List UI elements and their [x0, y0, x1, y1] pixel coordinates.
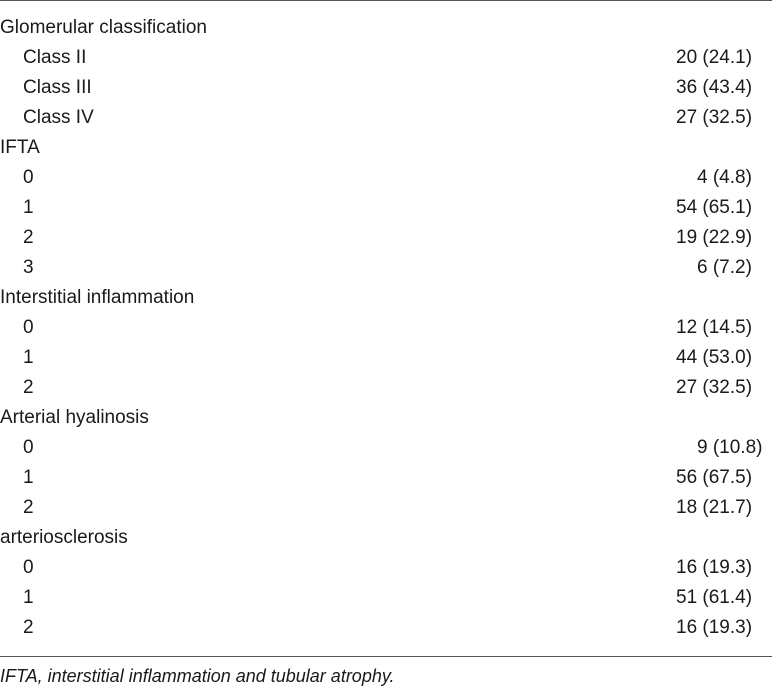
- row-label: 2: [23, 497, 34, 518]
- row-value: 16 (19.3): [676, 617, 753, 638]
- data-table: [0, 13, 772, 643]
- row-value: 36 (43.4): [676, 77, 753, 98]
- table-row: [0, 43, 772, 73]
- row-label: 1: [23, 197, 34, 218]
- table-row: [0, 163, 772, 193]
- row-label: 0: [23, 167, 34, 188]
- row-value: 27 (32.5): [676, 107, 753, 128]
- row-label: IFTA: [0, 137, 40, 158]
- table-row: [0, 253, 772, 283]
- table-top-rule: [0, 0, 772, 1]
- row-value: 44 (53.0): [676, 347, 753, 368]
- row-label: 2: [23, 617, 34, 638]
- row-label: 2: [23, 227, 34, 248]
- row-label: 2: [23, 377, 34, 398]
- row-label: Class III: [23, 77, 92, 98]
- row-label: 1: [23, 587, 34, 608]
- row-label: Glomerular classification: [0, 17, 207, 38]
- row-label: 1: [23, 467, 34, 488]
- row-value: 54 (65.1): [676, 197, 753, 218]
- table-bottom-rule: [0, 656, 772, 657]
- row-label: 1: [23, 347, 34, 368]
- row-value: 16 (19.3): [676, 557, 753, 578]
- row-value: 51 (61.4): [676, 587, 753, 608]
- row-label: Interstitial inflammation: [0, 287, 195, 308]
- row-label: 0: [23, 437, 34, 458]
- table-row-arteriosclerosis: [0, 523, 772, 553]
- table-footnote: IFTA, interstitial inflammation and tubular atrophy.: [0, 666, 395, 686]
- row-label: 0: [23, 317, 34, 338]
- table-row: [0, 193, 772, 223]
- row-value: 27 (32.5): [676, 377, 753, 398]
- table-row: [0, 553, 772, 583]
- table-row: [0, 373, 772, 403]
- row-value: 12 (14.5): [676, 317, 753, 338]
- row-value: 6 (7.2): [697, 257, 752, 278]
- table-row-ifta: [0, 133, 772, 163]
- table-row: [0, 613, 772, 643]
- table-row: [0, 313, 772, 343]
- row-value: 19 (22.9): [676, 227, 753, 248]
- table-row: [0, 433, 772, 463]
- row-label: arteriosclerosis: [0, 527, 128, 548]
- table-row-glomerular-classification: [0, 13, 772, 43]
- row-value: 56 (67.5): [676, 467, 753, 488]
- table-row-arterial-hyalinosis: [0, 403, 772, 433]
- row-value: 20 (24.1): [676, 47, 753, 68]
- table-row: [0, 493, 772, 523]
- table-row: [0, 463, 772, 493]
- row-value: 9 (10.8): [697, 437, 763, 458]
- row-label: 0: [23, 557, 34, 578]
- row-value: 4 (4.8): [697, 167, 752, 188]
- row-label: 3: [23, 257, 34, 278]
- table-row: [0, 73, 772, 103]
- row-label: Class IV: [23, 107, 94, 128]
- table-row: [0, 223, 772, 253]
- row-label: Class II: [23, 47, 87, 68]
- table-row: [0, 583, 772, 613]
- table-row-interstitial-inflammation: [0, 283, 772, 313]
- row-value: 18 (21.7): [676, 497, 753, 518]
- table-row: [0, 343, 772, 373]
- row-label: Arterial hyalinosis: [0, 407, 149, 428]
- table-row: [0, 103, 772, 133]
